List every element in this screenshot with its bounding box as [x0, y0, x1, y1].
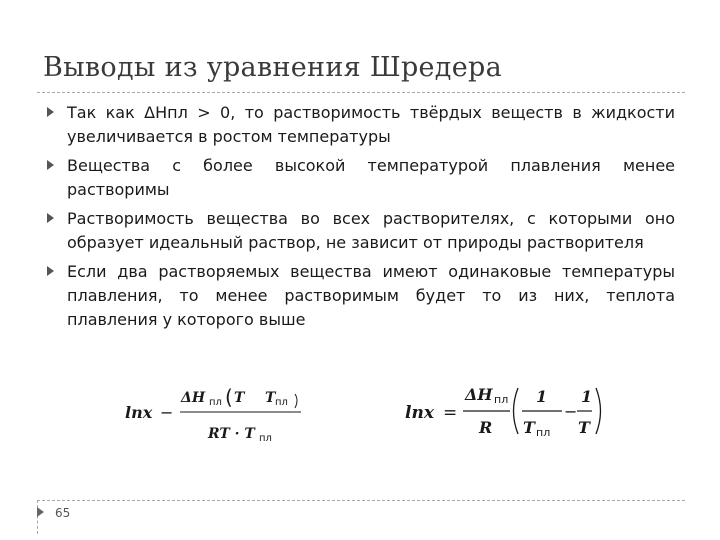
formula-left — [125, 380, 315, 450]
formula-right-left-paren — [514, 388, 519, 434]
formula-left-numerator-paren: ( — [225, 385, 233, 409]
footer-vertical-divider — [37, 500, 38, 534]
formula-right-right-paren — [596, 388, 601, 434]
formula-right-t-a: T — [523, 418, 535, 437]
formula-left-lhs: lnx — [125, 403, 153, 422]
formula-right-minus: − — [564, 402, 578, 421]
bullet-text: Вещества с более высокой температурой плавления менее растворимы — [67, 156, 675, 199]
triangle-right-icon — [47, 213, 54, 223]
triangle-right-icon — [47, 160, 54, 170]
triangle-right-icon — [37, 507, 44, 517]
bullet-list — [45, 101, 675, 337]
formula-left-denominator-sub: пл — [259, 433, 272, 444]
footer-divider — [37, 500, 685, 501]
formula-left-numerator-t2: T — [265, 390, 276, 406]
formula-left-numerator-t: T — [234, 390, 245, 406]
page-number: 65 — [55, 506, 71, 520]
bullet-item — [45, 101, 675, 149]
formula-right-one-b: 1 — [581, 387, 593, 406]
triangle-right-icon — [47, 266, 54, 276]
bullet-text: Если два растворяемых вещества имеют одинаковые температуры плавления, то менее растворимым будет то из них, теплота плавления у которого выше — [67, 262, 675, 329]
title-divider — [37, 92, 685, 93]
formula-left-numerator-t2-sub: пл — [275, 397, 288, 408]
formula-right-numerator-dh-sub: пл — [494, 393, 509, 406]
bullet-text: Растворимость вещества во всех растворителях, с которыми оно образует идеальный раствор, не зависит от природы растворителя — [67, 209, 675, 252]
formula-right — [405, 378, 605, 448]
formula-left-numerator-dh-sub: пл — [209, 397, 222, 408]
triangle-right-icon — [47, 107, 54, 117]
bullet-item — [45, 154, 675, 202]
formula-right-lhs: lnx — [405, 403, 434, 423]
bullet-text: Так как ΔHпл > 0, то растворимость твёрдых веществ в жидкости увеличивается в ростом температуры — [67, 103, 675, 146]
formula-left-denominator: RT · T — [208, 426, 255, 442]
formula-right-equals: = — [443, 403, 458, 423]
bullet-item — [45, 207, 675, 255]
formula-left-operator: − — [160, 403, 174, 422]
formula-right-t-b: T — [578, 418, 590, 437]
formula-left-numerator-dh: ΔH — [181, 390, 206, 406]
slide-title: Выводы из уравнения Шредера — [43, 52, 502, 83]
formula-right-denominator: R — [479, 418, 493, 437]
formula-right-numerator-dh: ΔH — [465, 385, 493, 404]
formula-right-one-a: 1 — [536, 387, 548, 406]
bullet-item — [45, 260, 675, 332]
formula-left-bracket — [295, 394, 297, 408]
formula-right-t-a-sub: пл — [536, 426, 551, 439]
